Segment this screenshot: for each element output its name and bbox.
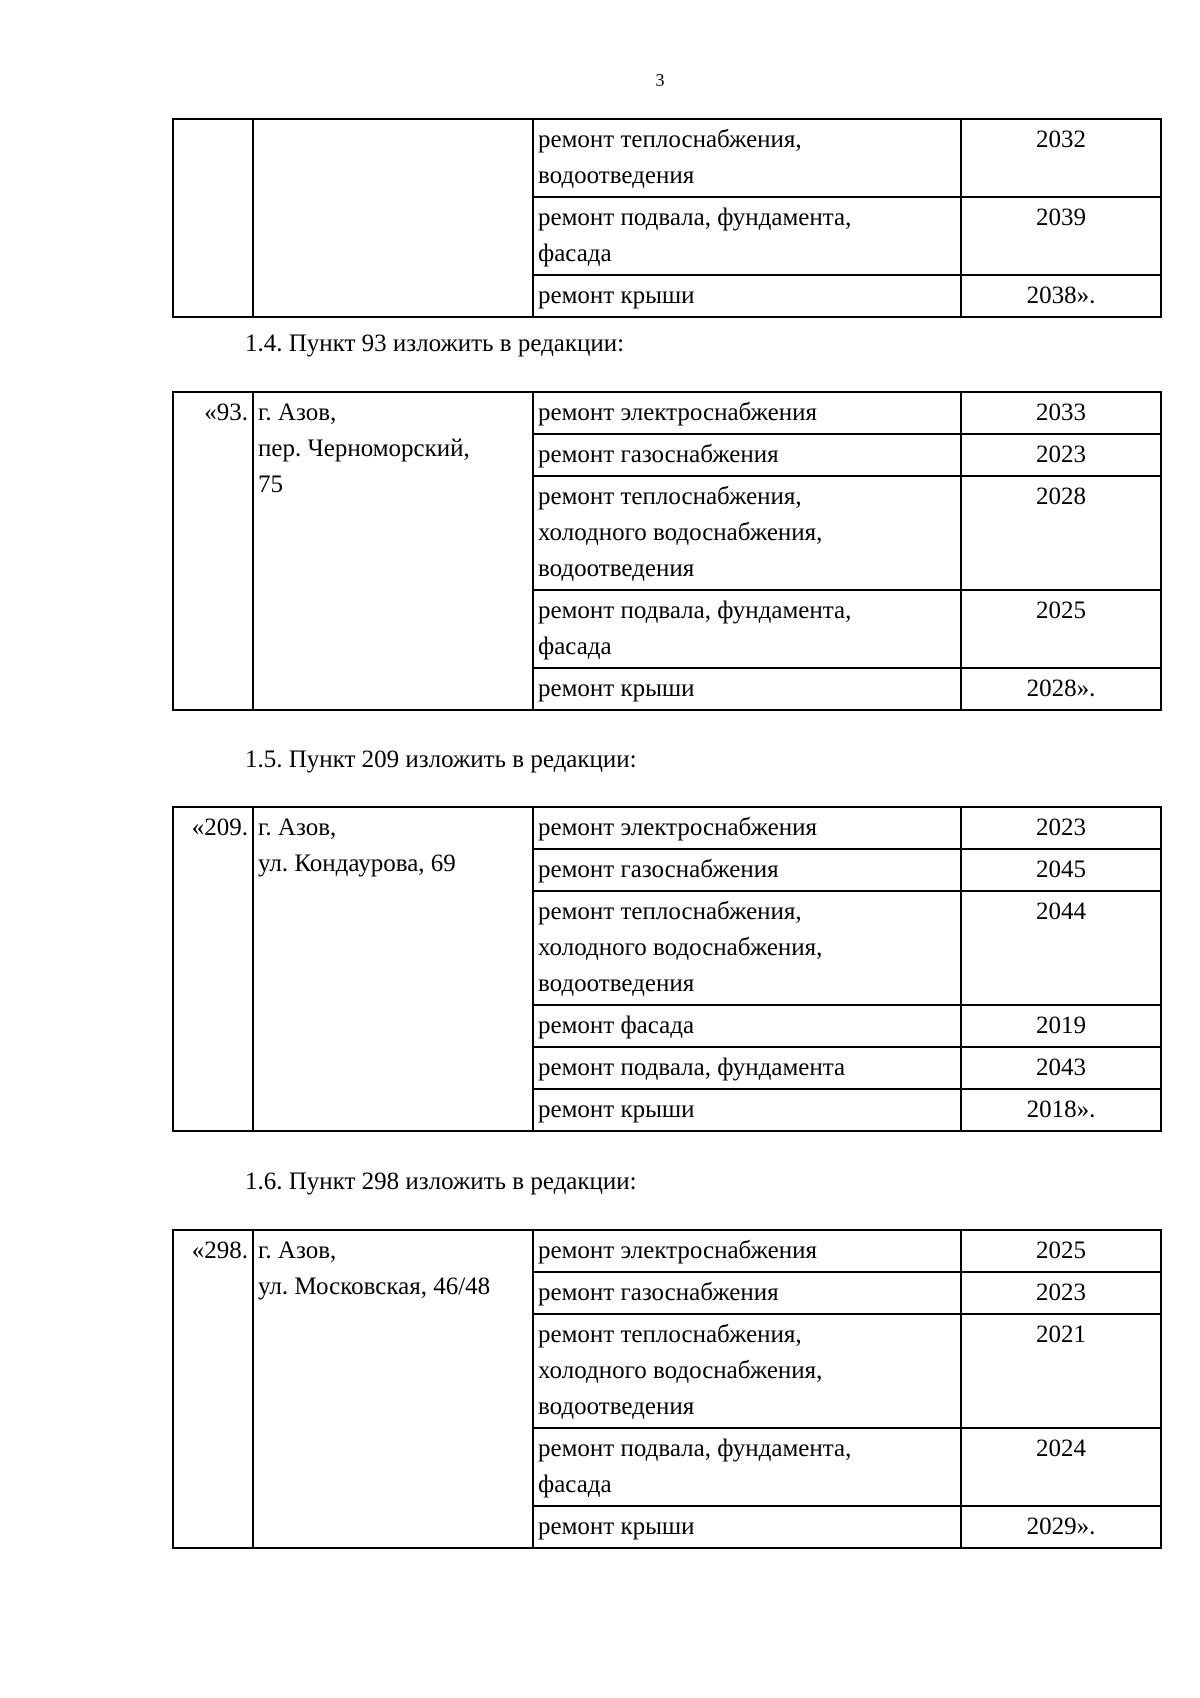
section-heading: 1.4. Пункт 93 изложить в редакции: bbox=[245, 330, 625, 357]
address-cell bbox=[253, 119, 533, 317]
year-cell: 2038». bbox=[961, 275, 1161, 317]
work-type-cell: ремонт теплоснабжения, холодного водоснабжения, водоотведения bbox=[533, 891, 961, 1005]
item-number bbox=[173, 119, 253, 317]
continuation-table bbox=[172, 118, 1162, 318]
year-cell: 2025 bbox=[961, 1230, 1161, 1272]
year-cell: 2044 bbox=[961, 891, 1161, 1005]
item-number: «298. bbox=[173, 1230, 253, 1548]
work-type-cell: ремонт теплоснабжения, холодного водоснабжения, водоотведения bbox=[533, 1314, 961, 1428]
section-heading: 1.5. Пункт 209 изложить в редакции: bbox=[245, 746, 637, 773]
table-row bbox=[173, 119, 1161, 197]
table-row bbox=[173, 1230, 1161, 1272]
year-cell: 2019 bbox=[961, 1005, 1161, 1047]
year-cell: 2023 bbox=[961, 807, 1161, 849]
year-cell: 2025 bbox=[961, 590, 1161, 668]
work-type-cell: ремонт газоснабжения bbox=[533, 849, 961, 891]
work-type-cell: ремонт газоснабжения bbox=[533, 1272, 961, 1314]
table-row bbox=[173, 392, 1161, 434]
work-type-cell: ремонт крыши bbox=[533, 1089, 961, 1131]
section-table bbox=[172, 391, 1162, 711]
work-type-cell: ремонт электроснабжения bbox=[533, 1230, 961, 1272]
item-number: «93. bbox=[173, 392, 253, 710]
page-number: 3 bbox=[655, 70, 665, 90]
year-cell: 2043 bbox=[961, 1047, 1161, 1089]
section-heading: 1.6. Пункт 298 изложить в редакции: bbox=[245, 1168, 637, 1195]
work-type-cell: ремонт крыши bbox=[533, 1506, 961, 1548]
address-cell: г. Азов, пер. Черноморский, 75 bbox=[253, 392, 533, 710]
year-cell: 2033 bbox=[961, 392, 1161, 434]
section-table bbox=[172, 806, 1162, 1132]
address-cell: г. Азов, ул. Московская, 46/48 bbox=[253, 1230, 533, 1548]
year-cell: 2032 bbox=[961, 119, 1161, 197]
work-type-cell: ремонт теплоснабжения, холодного водоснабжения, водоотведения bbox=[533, 476, 961, 590]
work-type-cell: ремонт подвала, фундамента, фасада bbox=[533, 197, 961, 275]
work-type-cell: ремонт подвала, фундамента bbox=[533, 1047, 961, 1089]
year-cell: 2039 bbox=[961, 197, 1161, 275]
year-cell: 2028». bbox=[961, 668, 1161, 710]
year-cell: 2028 bbox=[961, 476, 1161, 590]
work-type-cell: ремонт подвала, фундамента, фасада bbox=[533, 1428, 961, 1506]
year-cell: 2018». bbox=[961, 1089, 1161, 1131]
work-type-cell: ремонт газоснабжения bbox=[533, 434, 961, 476]
work-type-cell: ремонт фасада bbox=[533, 1005, 961, 1047]
work-type-cell: ремонт крыши bbox=[533, 668, 961, 710]
year-cell: 2021 bbox=[961, 1314, 1161, 1428]
section-table bbox=[172, 1229, 1162, 1549]
work-type-cell: ремонт подвала, фундамента, фасада bbox=[533, 590, 961, 668]
year-cell: 2045 bbox=[961, 849, 1161, 891]
table-row bbox=[173, 807, 1161, 849]
work-type-cell: ремонт электроснабжения bbox=[533, 807, 961, 849]
work-type-cell: ремонт крыши bbox=[533, 275, 961, 317]
work-type-cell: ремонт теплоснабжения, водоотведения bbox=[533, 119, 961, 197]
year-cell: 2024 bbox=[961, 1428, 1161, 1506]
address-cell: г. Азов, ул. Кондаурова, 69 bbox=[253, 807, 533, 1131]
year-cell: 2029». bbox=[961, 1506, 1161, 1548]
work-type-cell: ремонт электроснабжения bbox=[533, 392, 961, 434]
year-cell: 2023 bbox=[961, 1272, 1161, 1314]
year-cell: 2023 bbox=[961, 434, 1161, 476]
item-number: «209. bbox=[173, 807, 253, 1131]
